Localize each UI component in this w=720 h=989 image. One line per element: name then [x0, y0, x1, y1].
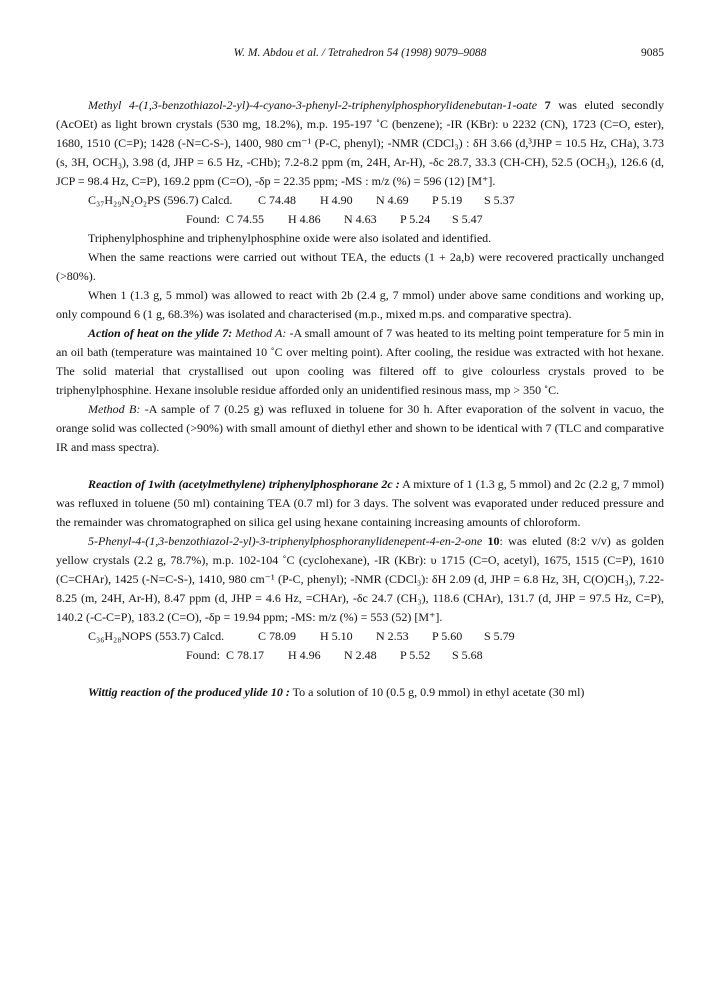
found-row [56, 646, 664, 665]
calcd-n: N 2.53 [376, 629, 409, 643]
calcd-p: P 5.19 [432, 193, 463, 207]
section-heading-heat: Action of heat on the ylide 7: [88, 326, 233, 340]
calcd-h: H 4.90 [320, 193, 353, 207]
found-label: Found: [185, 648, 220, 662]
paragraph-reaction-2c [56, 475, 664, 532]
paragraph-gap [56, 457, 664, 475]
section-heading-wittig: Wittig reaction of the produced ylide 10 : [88, 685, 290, 699]
method-a-text: -A small amount of 7 was heated to its melting point temperature for 5 min in an oil bath (temperature was maintained 10 ˚C over melting point). After cooling, the residue was extracted with hot hexane. The solid material that crystallised out upon cooling was filtered off to give colourless crystals proved to be triphenylphosphine. Hexane insoluble residue afforded only an unidentified resinous mass, mp > 350 ˚C. [56, 326, 665, 397]
compound-7-name: Methyl 4-(1,3-benzothiazol-2-yl)-4-cyano-3-phenyl-2-triphenylphosphorylidenebutan-1-oate [88, 98, 538, 112]
found-row [56, 210, 664, 229]
method-b-label: Method B: [88, 402, 141, 416]
calcd-h: H 5.10 [320, 629, 353, 643]
compound-7-data: was eluted secondly (AcOEt) as light brown crystals (530 mg, 18.2%), m.p. 195-197 ˚C (benzene); -IR (KBr): υ 2232 (CN), 1723 (C=O, ester), 1680, 1510 (C=P); 1428 (-N=C-S-), 1400, 980 cm⁻¹ (P-C, phenyl); -NMR (CDCl₃) : δH 3.66 (d,³JHP = 10.5 Hz, CHa), 3.73 (s, 3H, OCH₃), 3.98 (d, JHP = 6.5 Hz, -CHb); 7.2-8.2 ppm (m, 24H, Ar-H), -δc 28.7, 33.3 (CH-CH), 52.5 (OCH₃), 126.6 (d, JCP = 98.4 Hz, C=P), 169.2 ppm (C=O), -δp = 22.35 ppm; -MS : m/z (%) = 596 (12) [M⁺]. [56, 98, 664, 188]
formula: C₃₇H₂₉N₂O₂PS (596.7) Calcd. [88, 193, 233, 207]
found-n: N 4.63 [344, 212, 377, 226]
page-body [56, 96, 664, 702]
calcd-row [56, 627, 664, 646]
compound-10-number: 10 [487, 534, 500, 548]
calcd-c: C 74.48 [258, 193, 297, 207]
running-header [0, 47, 720, 63]
found-s: S 5.47 [452, 212, 483, 226]
calcd-row [56, 191, 664, 210]
paragraph-byproducts: Triphenylphosphine and triphenylphosphine oxide were also isolated and identified. [88, 231, 492, 245]
paragraph-compound-7 [56, 96, 664, 191]
found-s: S 5.68 [452, 648, 483, 662]
reaction-2c-text: A mixture of 1 (1.3 g, 5 mmol) and 2c (2.2 g, 7 mmol) was refluxed in toluene (50 ml) containing TEA (0.7 ml) for 3 days. The solvent was evaporated under reduced pressure and the remainder was chromatographed on silica gel using hexane containing increasing amounts of chloroform. [56, 477, 664, 529]
formula: C₃₆H₂₈NOPS (553.7) Calcd. [88, 629, 225, 643]
paragraph-without-tea: When the same reactions were carried out without TEA, the educts (1 + 2a,b) were recovered practically unchanged (>80%). [56, 250, 664, 283]
found-p: P 5.52 [400, 648, 431, 662]
found-label: Found: [185, 212, 220, 226]
calcd-c: C 78.09 [258, 629, 297, 643]
calcd-p: P 5.60 [432, 629, 463, 643]
wittig-text: To a solution of 10 (0.5 g, 0.9 mmol) in ethyl acetate (30 ml) [289, 685, 585, 699]
paragraph-method-a [56, 324, 664, 400]
found-h: H 4.96 [288, 648, 321, 662]
paragraph-reaction-2b: When 1 (1.3 g, 5 mmol) was allowed to react with 2b (2.4 g, 7 mmol) under above same conditions and working up, only compound 6 (1 g, 68.3%) was isolated and characterised (m.p., mixed m.ps. and comparative spectra). [56, 288, 664, 321]
paragraph-gap [56, 665, 664, 683]
running-title: W. M. Abdou et al. / Tetrahedron 54 (1998) 9079–9088 [233, 47, 487, 59]
compound-10-data: : was eluted (8:2 v/v) as golden yellow crystals (2.2 g, 78.7%), m.p. 102-104 ˚C (cyclohexane), -IR (KBr): υ 1715 (C=O, acetyl), 1675, 1515 (C=P), 1610 (C=CHAr), 1425 (-N=C-S-), 1410, 980 cm⁻¹ (P-C, phenyl); -NMR (CDCl₃): δH 2.09 (d, JHP = 6.8 Hz, 3H, C(O)CH₃), 7.22-8.25 (m, 24H, Ar-H), 8.47 ppm (d, JHP = 4.6 Hz, =CHAr), -δc 24.7 (CH₃), 118.6 (CHAr), 131.7 (d, JHP = 97.5 Hz, C=P), 140.2 (-C-C=P), 183.2 (C=O), -δp = 19.94 ppm; -MS: m/z (%) = 553 (52) [M⁺]. [56, 534, 664, 624]
compound-10-name: 5-Phenyl-4-(1,3-benzothiazol-2-yl)-3-triphenylphosphoranylidenepent-4-en-2-one [88, 534, 483, 548]
paragraph-compound-10 [56, 532, 664, 627]
paragraph-method-b [56, 400, 664, 457]
calcd-s: S 5.79 [484, 629, 515, 643]
elemental-analysis-7 [56, 191, 664, 229]
page-number: 9085 [641, 47, 664, 59]
compound-7-number: 7 [544, 98, 551, 112]
paragraph-wittig [56, 683, 664, 702]
method-b-text: -A sample of 7 (0.25 g) was refluxed in toluene for 30 h. After evaporation of the solvent in vacuo, the orange solid was collected (>90%) with small amount of diethyl ether and shown to be identical with 7 (TLC and comparative IR and mass spectra). [56, 402, 665, 454]
found-c: C 74.55 [226, 212, 265, 226]
found-p: P 5.24 [400, 212, 431, 226]
calcd-s: S 5.37 [484, 193, 515, 207]
method-a-label: Method A: [235, 326, 287, 340]
elemental-analysis-10 [56, 627, 664, 665]
found-h: H 4.86 [288, 212, 321, 226]
found-c: C 78.17 [226, 648, 265, 662]
found-n: N 2.48 [344, 648, 377, 662]
section-heading-2c: Reaction of 1with (acetylmethylene) triphenylphosphorane 2c : [88, 477, 400, 491]
calcd-n: N 4.69 [376, 193, 409, 207]
